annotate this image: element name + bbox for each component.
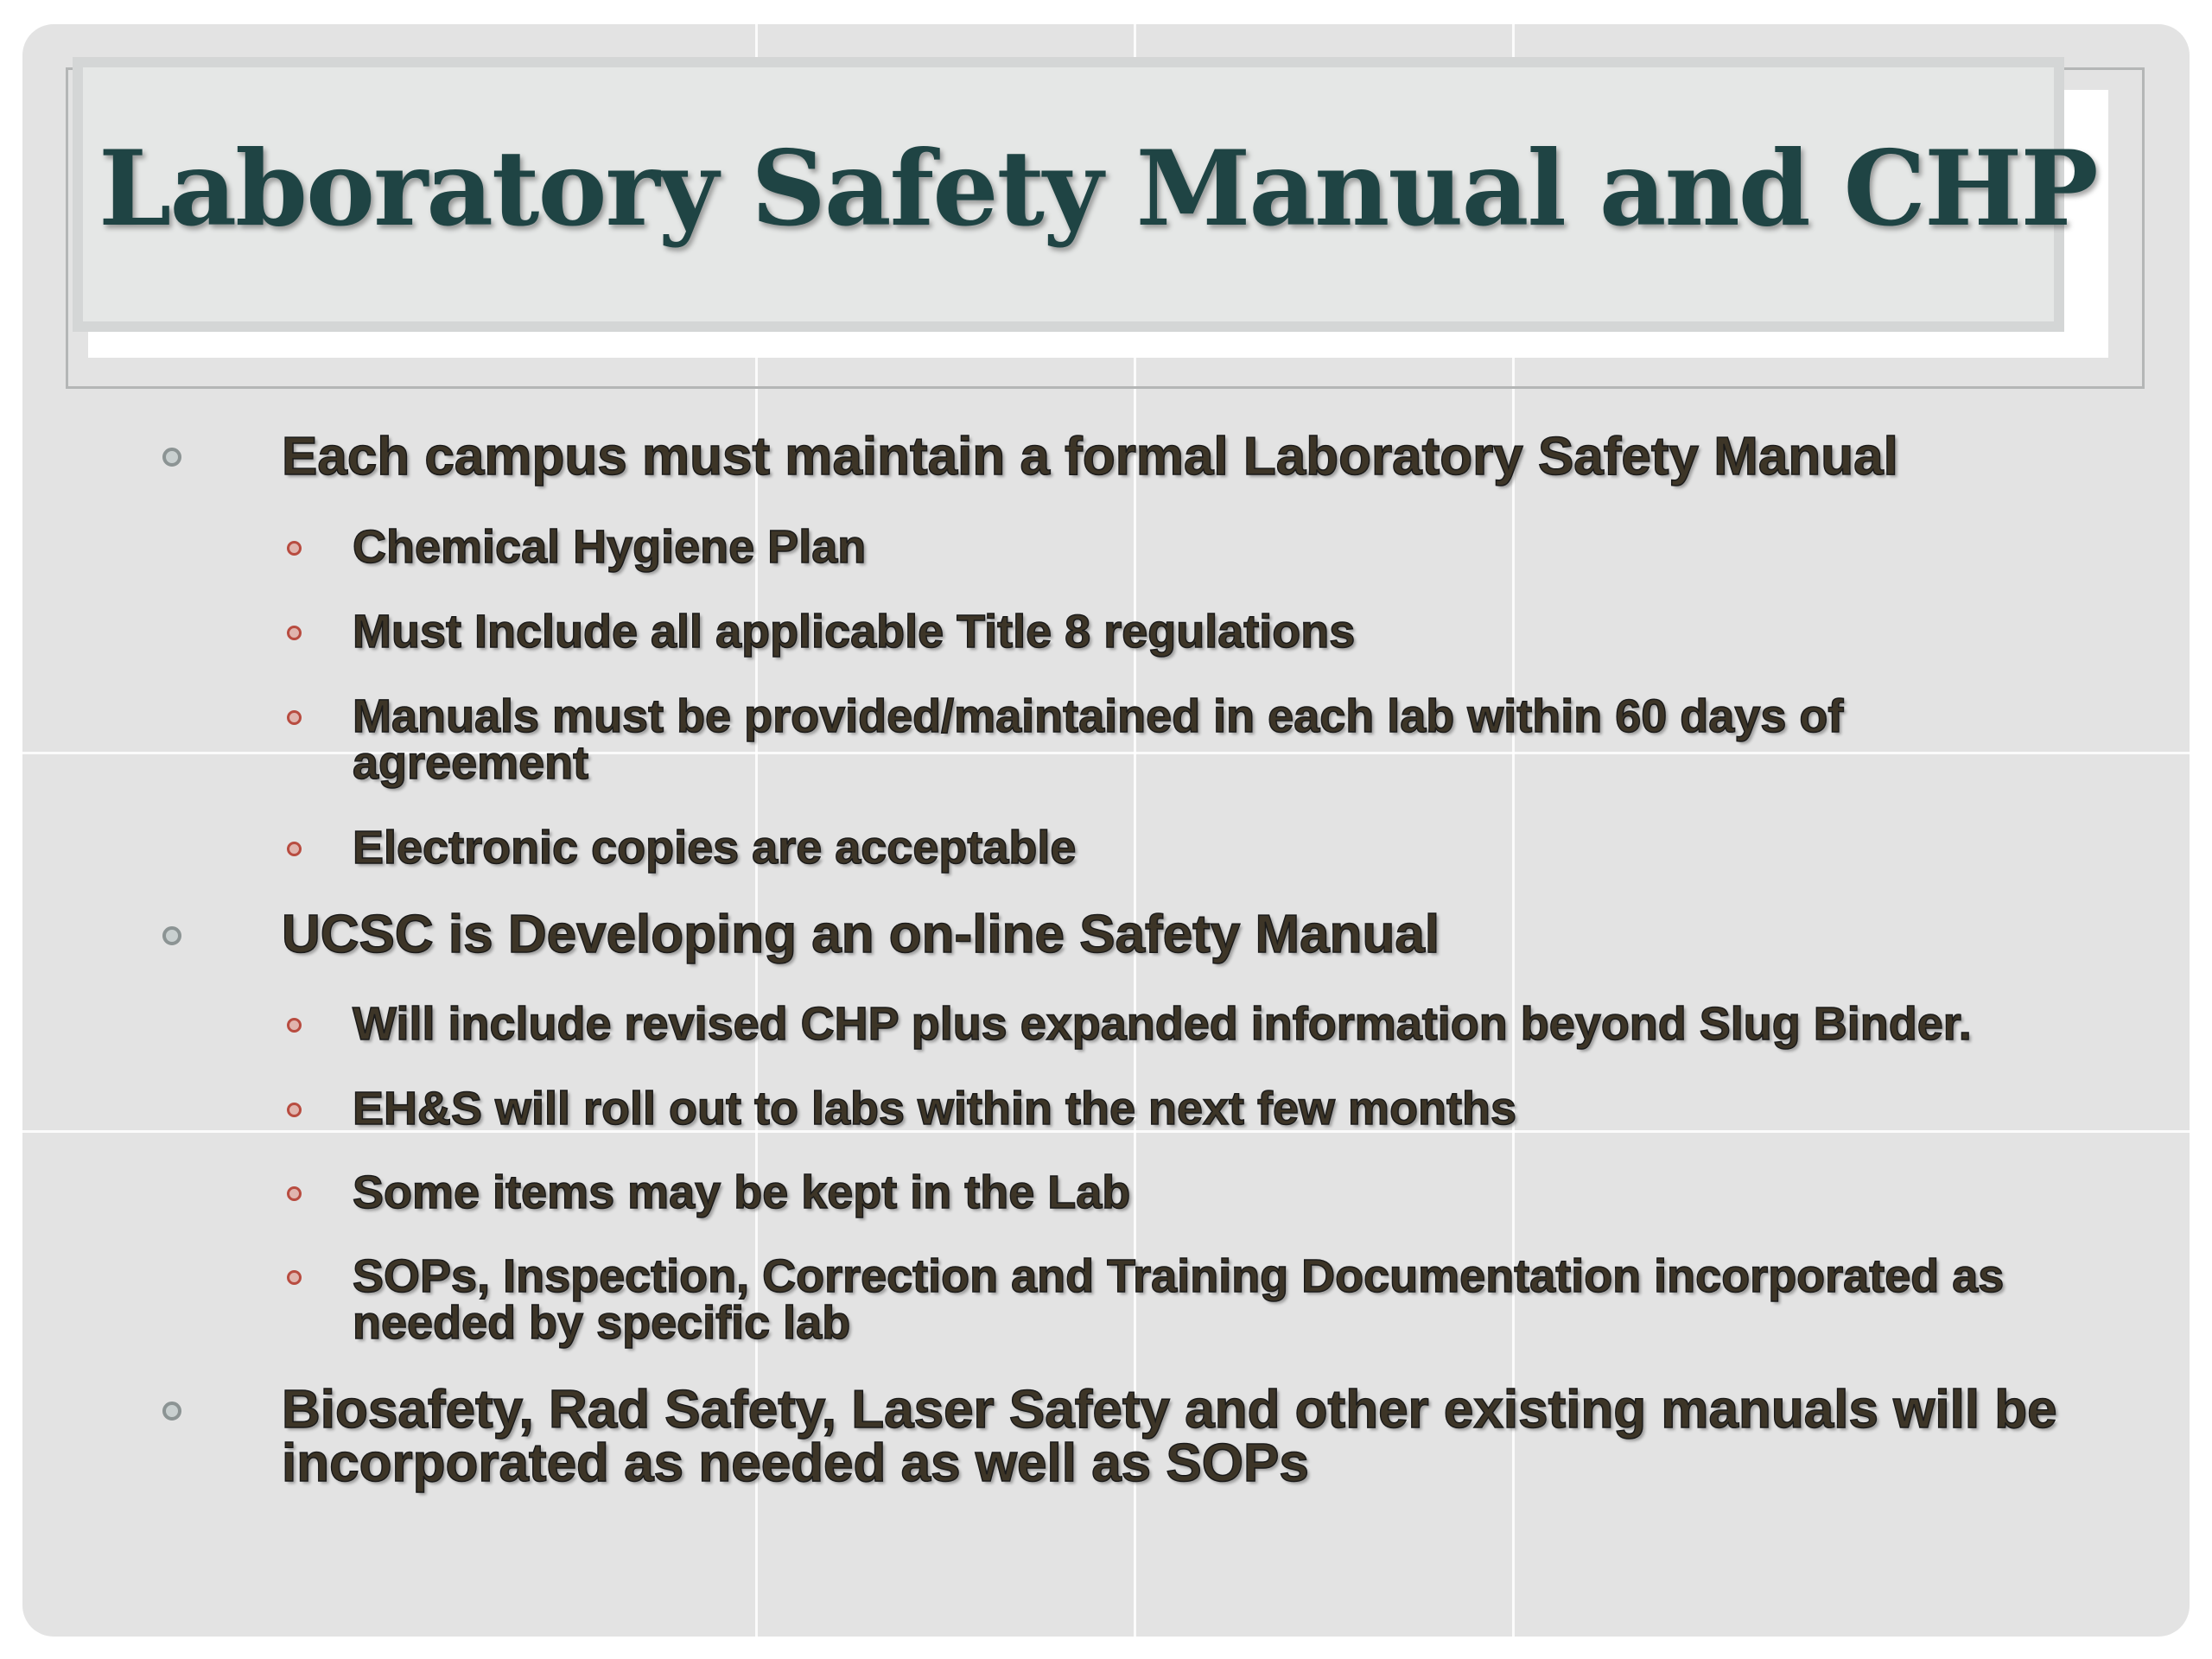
sub-bullet-marker: [287, 1103, 302, 1117]
sub-bullet-marker: [287, 1186, 302, 1201]
sub-bullet-marker: [287, 1270, 302, 1285]
sub-bullet-marker: [287, 842, 302, 856]
bullet-main-1: Each campus must maintain a formal Laboratory Safety Manual: [282, 427, 1898, 486]
sub-bullet-marker: [287, 541, 302, 556]
slide-title: Laboratory Safety Manual and CHP: [99, 128, 2097, 250]
bullet-marker: [162, 926, 181, 945]
bullet-marker: [162, 448, 181, 467]
sub-bullet-1-3: Manuals must be provided/maintained in each lab within 60 days of agreement: [353, 690, 1844, 789]
sub-bullet-1-2: Must Include all applicable Title 8 regulations: [353, 606, 1356, 658]
bullet-main-2: UCSC is Developing an on-line Safety Manual: [282, 905, 1440, 964]
sub-bullet-1-1: Chemical Hygiene Plan: [353, 521, 867, 573]
sub-bullet-1-4: Electronic copies are acceptable: [353, 822, 1077, 874]
bullet-main-3: Biosafety, Rad Safety, Laser Safety and other existing manuals will be incorporated as needed as well as SOPs: [282, 1380, 2057, 1493]
slide-body: [22, 24, 2190, 1637]
slide: [22, 24, 2190, 1637]
sub-bullet-marker: [287, 626, 302, 640]
sub-bullet-2-3: Some items may be kept in the Lab: [353, 1166, 1131, 1218]
bullet-marker: [162, 1402, 181, 1421]
sub-bullet-marker: [287, 710, 302, 725]
sub-bullet-2-4: SOPs, Inspection, Correction and Training Documentation incorporated as needed by specific lab: [353, 1250, 2005, 1349]
sub-bullet-marker: [287, 1018, 302, 1033]
sub-bullet-2-2: EH&S will roll out to labs within the next few months: [353, 1083, 1517, 1135]
sub-bullet-2-1: Will include revised CHP plus expanded information beyond Slug Binder.: [353, 998, 1972, 1050]
